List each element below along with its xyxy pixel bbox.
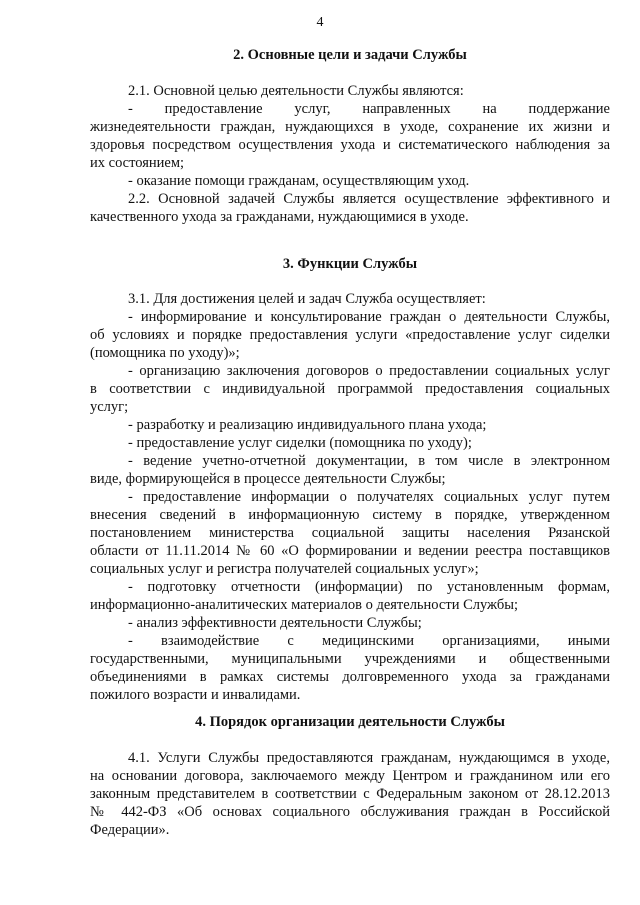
section-2-heading: 2. Основные цели и задачи Службы <box>233 47 467 63</box>
paragraph-line: - предоставление информации о получателях социальных услуг путем <box>128 489 610 505</box>
paragraph-line: виде, формирующейся в процессе деятельности Службы; <box>90 471 446 487</box>
paragraph-line: - оказание помощи гражданам, осуществляющим уход. <box>128 173 470 189</box>
paragraph-line: их состоянием; <box>90 155 185 171</box>
paragraph-line: № 442-ФЗ «Об основах социального обслуживания граждан в Российской <box>90 804 610 820</box>
paragraph-line: (помощника по уходу)»; <box>90 345 240 361</box>
paragraph-line: - анализ эффективности деятельности Службы; <box>128 615 422 631</box>
paragraph-line: - предоставление услуг, направленных на поддержание <box>128 101 610 117</box>
paragraph-line: внесения сведений в информационную систему в порядке, утвержденном <box>90 507 610 523</box>
paragraph-line: Федерации». <box>90 822 170 838</box>
paragraph-line: 4.1. Услуги Службы предоставляются гражданам, нуждающимся в уходе, <box>128 750 610 766</box>
paragraph-line: - разработку и реализацию индивидуального плана ухода; <box>128 417 487 433</box>
page-number: 4 <box>316 15 324 30</box>
paragraph-line: качественного ухода за гражданами, нуждающимися в уходе. <box>90 209 469 225</box>
paragraph-line: - ведение учетно-отчетной документации, в том числе в электронном <box>128 453 610 469</box>
paragraph-line: 2.1. Основной целью деятельности Службы являются: <box>128 83 464 99</box>
paragraph-line: информационно-аналитических материалов о деятельности Службы; <box>90 597 519 613</box>
paragraph-line: области от 11.11.2014 № 60 «О формировании и ведении реестра поставщиков <box>90 543 610 559</box>
paragraph-line: здоровья посредством осуществления ухода и систематического наблюдения за <box>90 137 610 153</box>
paragraph-line: законным представителем в соответствии с Федеральным законом от 28.12.2013 <box>90 786 610 802</box>
paragraph-line: в соответствии с индивидуальной программой предоставления социальных <box>90 381 610 397</box>
section-3-heading: 3. Функции Службы <box>282 256 418 272</box>
paragraph-line: объединениями в рамках системы долговременного ухода за гражданами <box>90 669 610 685</box>
section-4-heading: 4. Порядок организации деятельности Службы <box>195 714 505 730</box>
paragraph-line: государственными, муниципальными учреждениями и общественными <box>90 651 610 667</box>
paragraph-line: на основании договора, заключаемого между Центром и гражданином или его <box>90 768 610 784</box>
paragraph-line: постановлением министерства социальной защиты населения Рязанской <box>90 525 610 541</box>
paragraph-line: - взаимодействие с медицинскими организациями, иными <box>128 633 610 649</box>
paragraph-line: пожилого возрасти и инвалидами. <box>90 687 301 703</box>
paragraph-line: жизнедеятельности граждан, нуждающихся в уходе, сохранение их жизни и <box>90 119 610 135</box>
paragraph-line: - информирование и консультирование граждан о деятельности Службы, <box>128 309 610 325</box>
paragraph-line: - предоставление услуг сиделки (помощника по уходу); <box>128 435 472 451</box>
paragraph-line: 2.2. Основной задачей Службы является осуществление эффективного и <box>128 191 610 207</box>
paragraph-line: услуг; <box>90 399 129 415</box>
paragraph-line: социальных услуг и регистра получателей социальных услуг»; <box>90 561 479 577</box>
paragraph-line: - организацию заключения договоров о предоставлении социальных услуг <box>128 363 610 379</box>
paragraph-line: - подготовку отчетности (информации) по установленным формам, <box>128 579 610 595</box>
paragraph-line: 3.1. Для достижения целей и задач Служба осуществляет: <box>128 291 486 307</box>
paragraph-line: об условиях и порядке предоставления услуги «предоставление услуг сиделки <box>90 327 610 343</box>
